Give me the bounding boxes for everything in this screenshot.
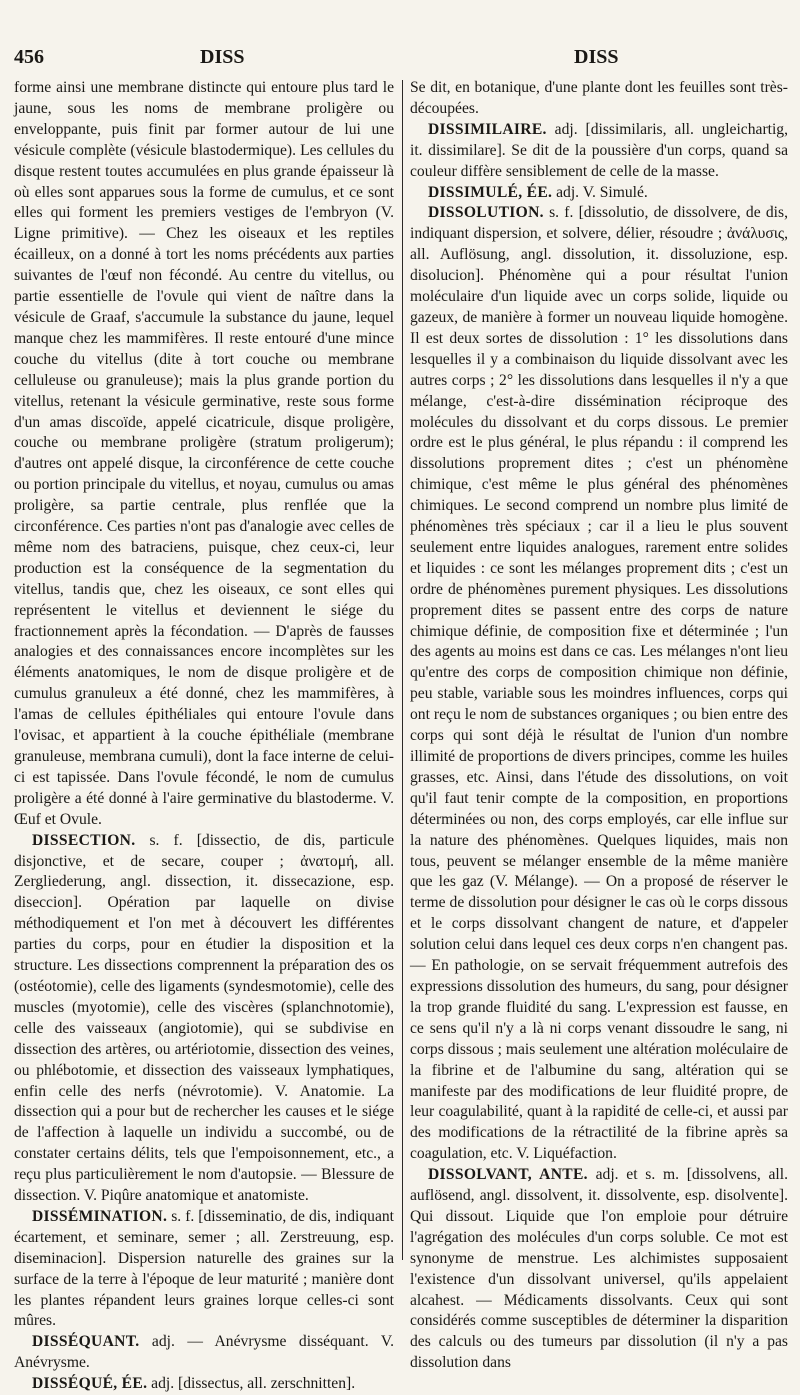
entry-dissequant xyxy=(14,1332,394,1374)
entry-dissimule xyxy=(410,183,788,204)
entry-dissemination xyxy=(14,1207,394,1332)
entry-headword: DISSIMULÉ, ÉE. xyxy=(428,183,553,201)
entry-headword: DISSOLVANT, ANTE. xyxy=(428,1166,588,1184)
entry-disseque xyxy=(14,1374,394,1395)
entry-text: adj. [dissectus, all. zerschnitten]. xyxy=(147,1375,356,1393)
left-column xyxy=(14,78,394,1395)
entry-text: Se dit, en botanique, d'une plante dont les feuilles sont très-découpées. xyxy=(410,79,788,117)
entry-text: adj. et s. m. [dissolvens, all. auflösend, angl. dissolvent, it. dissolvente, esp. disolvente]. Qui dissout. Liquide que l'on emploie pour détruire l'agrégation des molécules d'un corps soluble. Ce mot est synonyme de menstrue. Les alchimistes supposaient l'existence d'un dissolvant universel, qu'ils appelaient alcahest. — Médicaments dissolvants. Ceux qui sont considérés comme susceptibles de déterminer la disparition des calculs ou des tumeurs par dissolution (il n'y a pas dissolution dans xyxy=(410,1166,788,1372)
entry-headword: DISSÉQUANT. xyxy=(32,1333,140,1351)
running-head-right: DISS xyxy=(574,46,619,68)
entry-continuation xyxy=(410,78,788,120)
entry-text: s. f. [dissectio, de dis, particule disjonctive, et de secare, couper ; ἀνατομή, all. Zergliederung, angl. dissection, it. dissecazione, esp. diseccion]. Opération par laquelle on divise méthodiquement et l'on met à découvert les différentes parties du corps, pour en étudier la disposition et la structure. Les dissections comprennent la préparation des os (ostéotomie), celle des ligaments (syndesmotomie), celle des muscles (myotomie), celle des viscères (splanchnotomie), celle des vaisseaux (angiotomie), qui se subdivise en dissection des artères, ou artériotomie, dissection des veines, ou phlébotomie, et dissection des vaisseaux lymphatiques, enfin celle des nerfs (névrotomie). V. Anatomie. La dissection qui a pour but de rechercher les causes et le siége de l'affection à laquelle un individu a succombé, ou de constater certains délits, tels que l'empoisonnement, etc., a reçu plus particulièrement le nom d'autopsie. — Blessure de dissection. V. Piqûre anatomique et anatomiste. xyxy=(14,831,394,1205)
entry-continuation xyxy=(14,78,394,831)
entry-headword: DISSÉQUÉ, ÉE. xyxy=(32,1375,148,1393)
entry-text: s. f. [disseminatio, de dis, indiquant écartement, et seminare, semer ; all. Zerstreuung, esp. diseminacion]. Dispersion naturelle des graines sur la surface de la terre à l'époque de leur maturité ; manière dont les plantes répandent leurs graines lorque celles-ci sont mûres. xyxy=(14,1207,394,1330)
entry-headword: DISSÉMINATION. xyxy=(32,1207,168,1225)
entry-dissection xyxy=(14,831,394,1207)
entry-text: adj. V. Simulé. xyxy=(552,183,648,201)
entry-text: adj. — Anévrysme disséquant. V. Anévrysme. xyxy=(14,1333,394,1372)
page-number: 456 xyxy=(14,46,44,68)
page-header xyxy=(14,46,786,72)
entry-headword: DISSIMILAIRE. xyxy=(428,120,547,138)
running-head-left: DISS xyxy=(200,46,245,68)
right-column xyxy=(410,78,788,1374)
entry-text: adj. [dissimilaris, all. ungleichartig, it. dissimilare]. Se dit de la poussière d'un corps, quand sa couleur diffère sensiblement de celle de la masse. xyxy=(410,120,788,180)
entry-text: forme ainsi une membrane distincte qui entoure plus tard le jaune, sous les noms de membrane proligère ou enveloppante, puis finit par former autour de lui une vésicule complète (vésicule blastodermique). Les cellules du disque restent toutes accumulées en plus grande épaisseur là où elles sont apparues sous la forme de cumulus, et ce sont elles qui forment les premiers vestiges de l'embryon (V. Ligne primitive). — Chez les oiseaux et les reptiles écailleux, on a donné à tort les noms précédents aux parties suivantes de l'œuf non fécondé. Au centre du vitellus, ou partie essentielle de l'ovule qui vient de naître dans la vésicule de Graaf, s'accumule la substance du jaune, lequel manque chez les mammifères. Il reste entouré d'une mince couche du vitellus (dite à tort couche ou membrane celluleuse ou granuleuse); mais la plus grande portion du vitellus, retenant la vésicule germinative, reste sous forme d'un amas discoïde, appelé cicatricule, disque proligère, couche ou membrane proligère (stratum proligerum); d'autres ont appelé disque, la circonférence de cette couche ou portion principale du vitellus, et noyau, cumulus ou amas proligère, sa partie centrale, plus renflée que la circonférence. Ces parties n'ont pas d'analogie avec celles de même nom des batraciens, puisque, chez ceux-ci, leur production est la conséquence de la segmentation du vitellus, tandis que, chez les oiseaux, ce sont elles qui représentent le vitellus et deviennent le siége du fractionnement après la fécondation. — D'après de fausses analogies et des connaissances encore incomplètes sur les éléments anatomiques, le nom de disque proligère et de cumulus granuleux a été donné, chez les mammifères, à l'amas de cellules épithéliales qui entoure l'ovule dans l'ovisac, et appartient à la couche épithéliale (membrane granuleuse, membrana cumuli), dont la face interne de celui-ci est tapissée. Dans l'ovule fécondé, le nom de cumulus proligère a été donné à l'aire germinative du blastoderme. V. Œuf et Ovule. xyxy=(14,79,394,828)
entry-headword: DISSECTION. xyxy=(32,831,136,849)
entry-text: s. f. [dissolutio, de dissolvere, de dis, indiquant dispersion, et solvere, délier, résoudre ; ἀνάλυσις, all. Auflösung, angl. dissolution, it. dissoluzione, esp. disolucion]. Phénomène qui a pour résultat l'union moléculaire d'un liquide avec un corps solide, liquide ou gazeux, de manière à former un nouveau liquide homogène. Il est deux sortes de dissolution : 1° les dissolutions dans lesquelles il y a combinaison du liquide dissolvant avec les autres corps ; 2° les dissolutions dans lesquelles il n'y a que mélange, c'est-à-dire dissémination réciproque des molécules du dissolvant et du corps dissous. Le premier ordre est le plus général, le plus répandu : il comprend les dissolutions proprement dites ; c'est un phénomène chimique, c'est même le plus général des phénomènes chimiques. Le second comprend un nombre plus limité de phénomènes très spéciaux ; car il a lieu le plus souvent seulement entre liquides analogues, rarement entre solides et liquides : ce sont les mélanges proprement dits ; c'est un ordre de phénomènes purement physiques. Les dissolutions proprement dites se passent entre des corps de nature chimique définie, de composition fixe et déterminée ; l'un des agents au moins est dans ce cas. Les mélanges n'ont lieu qu'entre des corps de composition chimique non définie, peu stable, variable sous les moindres influences, corps qui ont reçu le nom de substances organiques ; ou bien entre des corps qui sont déjà le résultat de l'union d'un nombre illimité de proportions de divers principes, comme les huiles grasses, etc. Ainsi, dans l'étude des dissolutions, on voit qu'il faut tenir compte de la composition, en proportions déterminées ou non, des corps employés, car elle influe sur la nature des phénomènes. Quelques liquides, mais non tous, peuvent se mélanger ensemble de la même manière que les gaz (V. Mélange). — On a proposé de réserver le terme de dissolution pour désigner le cas où le corps dissous et le corps dissolvant changent de nature, et d'appeler solution celui dans lequel ces deux corps n'en changent pas. — En pathologie, on se servait fréquemment autrefois des expressions dissolution des humeurs, du sang, pour désigner la trop grande fluidité du sang. L'expression est fausse, en ce sens qu'il n'y a là ni corps venant dissoudre le sang, ni corps dissous ; mais seulement une altération moléculaire de la fibrine et de l'albumine du sang, altération qui se manifeste par des modifications de leur fluidité propre, de leur coagulabilité, quant à la rapidité de celle-ci, et aussi par des modifications de la rétractilité de la fibrine après sa coagulation, etc. V. Liquéfaction. xyxy=(410,204,788,1163)
entry-dissolution xyxy=(410,203,788,1165)
entry-headword: DISSOLUTION. xyxy=(428,204,544,222)
column-divider xyxy=(402,80,403,1260)
entry-dissimilaire xyxy=(410,120,788,183)
entry-dissolvant xyxy=(410,1165,788,1374)
